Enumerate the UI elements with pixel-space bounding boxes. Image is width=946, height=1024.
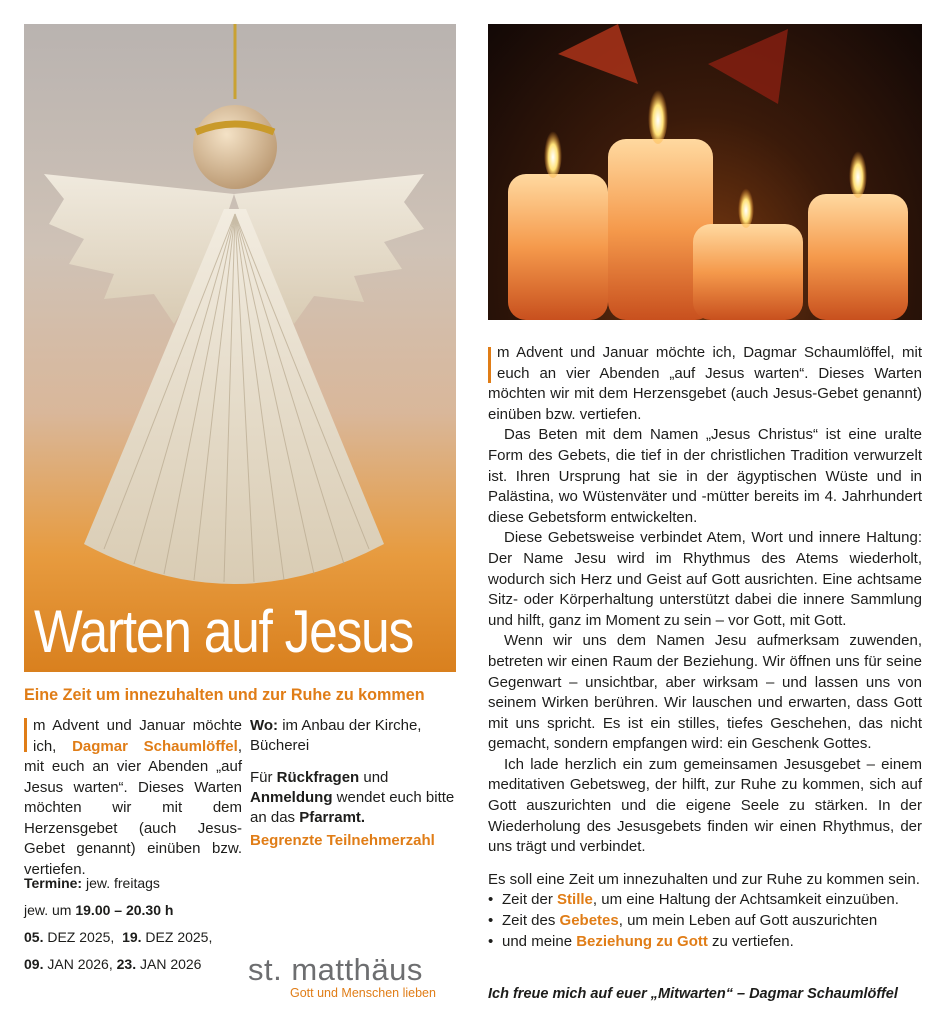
- list-text: zu vertiefen.: [707, 932, 794, 950]
- drop-cap-bar: [488, 347, 491, 383]
- date-rest: DEZ 2025,: [141, 929, 213, 945]
- termine-label: Termine:: [24, 875, 83, 891]
- termine-text: jew. freitags: [82, 875, 160, 891]
- date-line: [24, 924, 244, 951]
- angel-photo: [24, 24, 456, 672]
- paragraph: Es soll eine Zeit um innezuhalten und zur Ruhe zu kommen sein.: [488, 870, 920, 888]
- contact-text: und: [359, 769, 389, 786]
- list-text: , um eine Haltung der Achtsamkeit einzuüben.: [592, 891, 899, 909]
- limited-participants-note: Begrenzte Teilnehmerzahl: [250, 832, 435, 849]
- candles-illustration: [488, 24, 922, 320]
- list-item: [488, 911, 922, 932]
- contact-text: wendet euch bitte an das: [250, 789, 455, 826]
- date-rest: JAN 2026: [136, 956, 202, 972]
- contact-bold: Rückfragen: [276, 769, 360, 786]
- date-line: [24, 951, 244, 978]
- date-rest: DEZ 2025,: [43, 929, 115, 945]
- location-info: [250, 716, 456, 756]
- paper-angel-illustration: [24, 24, 456, 672]
- bullet-list: [488, 890, 922, 952]
- paragraph: Wenn wir uns dem Namen Jesu aufmerksam zuwenden, betreten wir einen Raum der Beziehung. Wir öffnen uns für seine Gegenwart – unsichtbar, aber wirksam – und lassen uns von seinem Wirken berühren. Wir lauschen und erwarten, dass Gott mit uns spricht. Es ist ein stilles, tiefes Geschehen, das nicht gemacht, sondern empfangen wird: ein Geschenk Gottes.: [488, 632, 922, 753]
- termine-line: [24, 870, 244, 897]
- page-title: Warten auf Jesus: [34, 598, 413, 665]
- list-text: Zeit des: [502, 912, 560, 930]
- main-article: [488, 343, 922, 952]
- list-item: [488, 932, 922, 953]
- subtitle: Eine Zeit um innezuhalten und zur Ruhe zu kommen: [24, 686, 425, 704]
- location-label: Wo:: [250, 717, 279, 734]
- list-item: [488, 890, 922, 911]
- date-day: 05.: [24, 929, 44, 945]
- paragraph-text: m Advent und Januar möchte ich, Dagmar Schaumlöffel, mit euch an vier Abenden „auf Jesus warten“. Dieses Warten möchten wir mit dem Herzensgebet (auch Jesus-Gebet genannt) einüben bzw. vertiefen.: [488, 344, 922, 423]
- contact-info: [250, 768, 456, 828]
- list-highlight: Beziehung zu Gott: [576, 932, 708, 950]
- list-text: Zeit der: [502, 891, 558, 909]
- contact-bold: Pfarramt.: [299, 809, 366, 826]
- paragraph: [488, 343, 922, 425]
- list-highlight: Gebetes: [559, 912, 619, 930]
- time-line: [24, 897, 244, 924]
- time-prefix: jew. um: [24, 902, 76, 918]
- location-text: im Anbau der Kirche, Bücherei: [250, 717, 422, 754]
- contact-bold: Anmeldung: [250, 789, 333, 806]
- parish-logo: [248, 952, 460, 1000]
- paragraph: Ich lade herzlich ein zum gemeinsamen Jesusgebet – einem meditativen Gebetsweg, der hilft, zur Ruhe zu kommen, sich auf Gott auszurichten und die eigene Seele zu stärken. In der Wiederholung des Jesusgebets finden wir einen Rhythmus, der uns trägt und verbindet.: [488, 755, 922, 856]
- closing-signature: Ich freue mich auf euer „Mitwarten“ – Dagmar Schaumlöffel: [488, 986, 898, 1002]
- paragraph: Das Beten mit dem Namen „Jesus Christus“ ist eine uralte Form des Gebets, die tief in der christlichen Tradition verwurzelt ist. Ihren Ursprung hat sie in der ägyptischen Wüste und in Palästina, wo Wüstenväter und -mütter bereits im 4. Jahrhundert diese Gebetsform entwickelten.: [488, 426, 922, 526]
- candles-photo: [488, 24, 922, 320]
- logo-tagline: Gott und Menschen lieben: [290, 986, 436, 1000]
- time-value: 19.00 – 20.30 h: [75, 902, 174, 918]
- date-rest: JAN 2026,: [43, 956, 117, 972]
- author-name: Dagmar Schaumlöffel: [72, 737, 238, 755]
- intro-text: [24, 716, 242, 880]
- contact-text: Für: [250, 769, 277, 786]
- intro-text-part: , mit euch an vier Abenden „auf Jesus warten“. Dieses Warten möchten wir mit dem Herzensgebet (auch Jesus-Gebet genannt) einüben bzw. vertiefen.: [24, 737, 242, 878]
- date-day: 19.: [122, 929, 142, 945]
- paragraph: Diese Gebetsweise verbindet Atem, Wort und innere Haltung: Der Name Jesu wird im Rhythmus des Atems wiederholt, wodurch sich Herz und Geist auf Gott ausrichten. Eine achtsame Sitz- oder Körperhaltung unterstützt dabei die innere Sammlung und hilft, ganz im Moment zu sein – vor Gott, mit Gott.: [488, 529, 922, 629]
- intro-text-part: m Advent und Januar möchte ich,: [33, 717, 242, 755]
- list-text: und meine: [502, 932, 577, 950]
- date-day: 09.: [24, 956, 44, 972]
- list-text: , um mein Leben auf Gott auszurichten: [618, 912, 878, 930]
- list-highlight: Stille: [557, 891, 593, 909]
- date-day: 23.: [116, 956, 137, 972]
- logo-wordmark: st. matthäus: [248, 952, 423, 987]
- drop-cap-bar: [24, 718, 27, 752]
- event-dates: [24, 870, 244, 978]
